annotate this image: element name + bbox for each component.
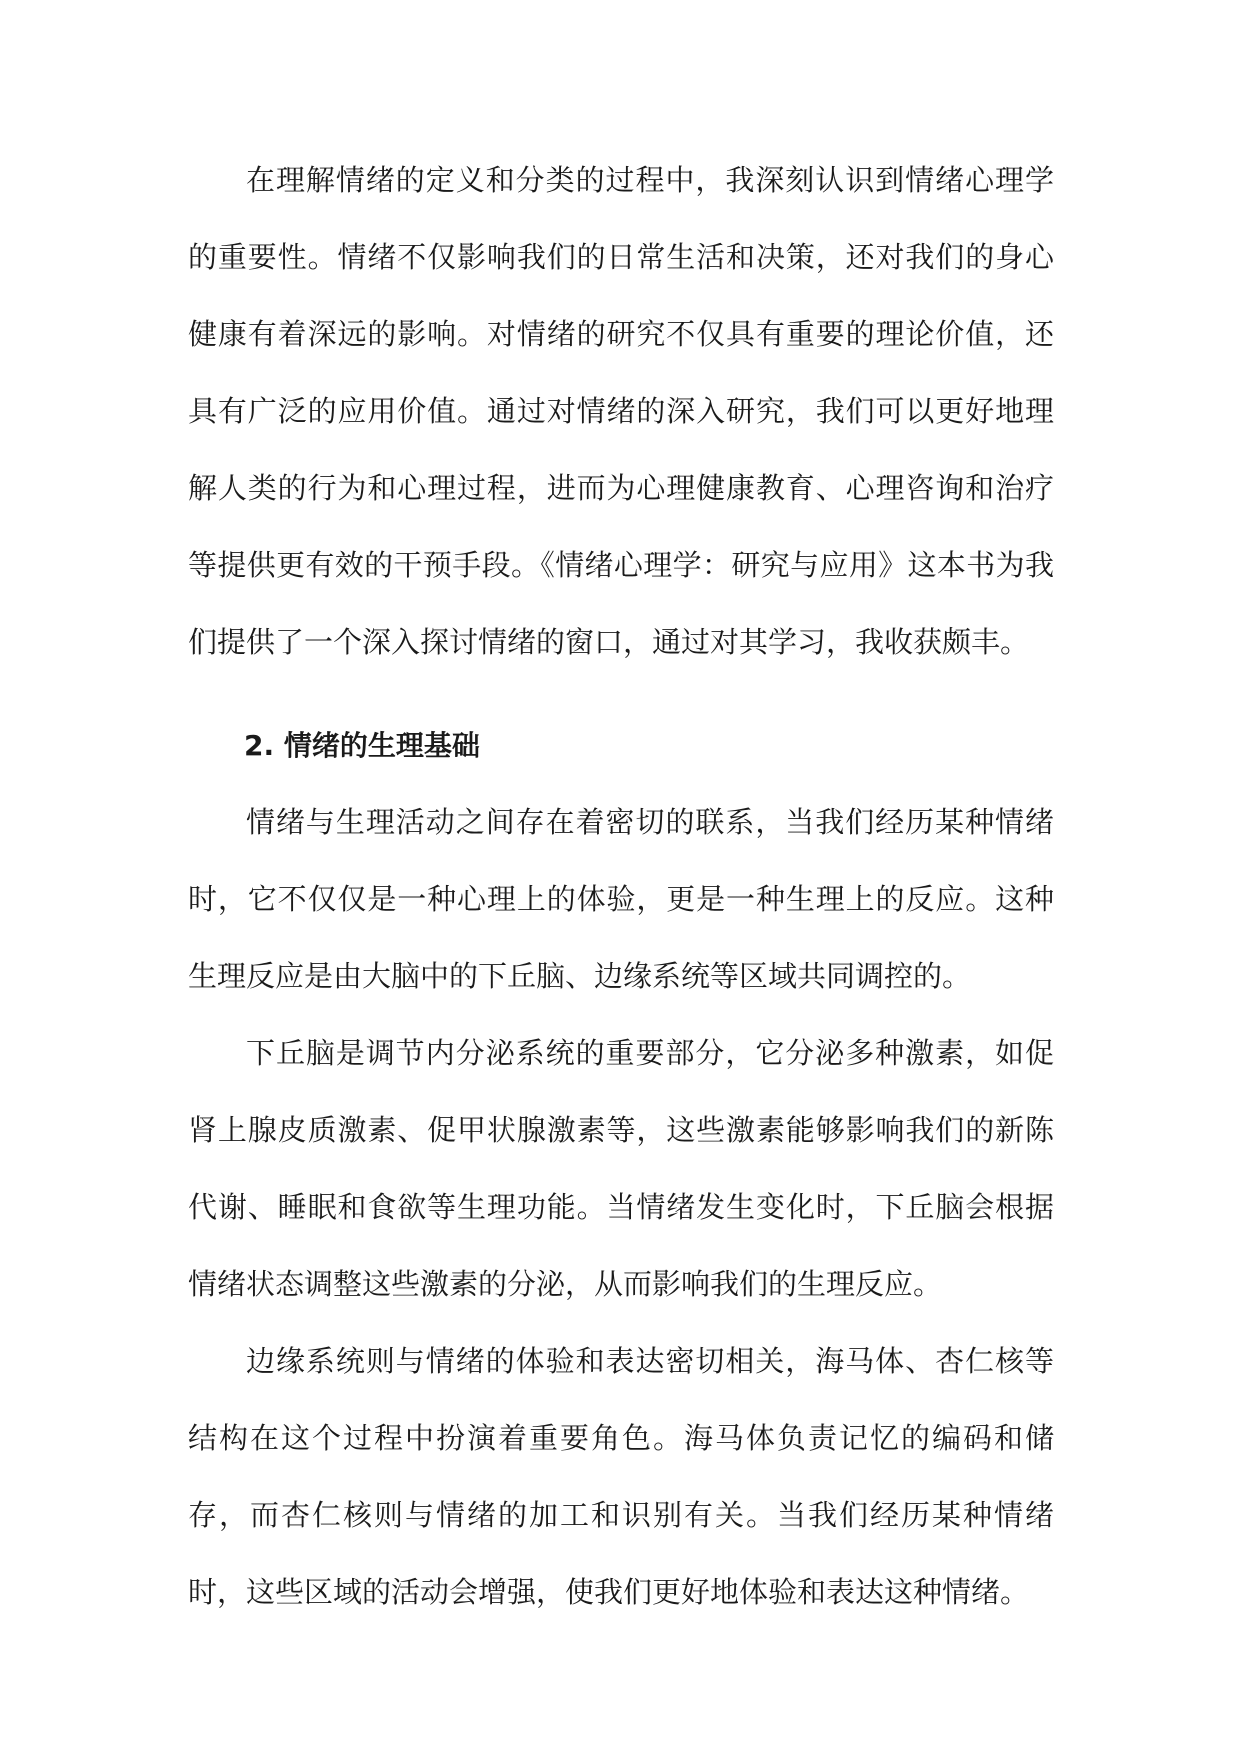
paragraph-physiology-overview: 情绪与生理活动之间存在着密切的联系，当我们经历某种情绪时，它不仅仅是一种心理上的体验，更是一种生理上的反应。这种生理反应是由大脑中的下丘脑、边缘系统等区域共同调控的。 [188, 805, 1054, 993]
paragraph-limbic-system: 边缘系统则与情绪的体验和表达密切相关，海马体、杏仁核等结构在这个过程中扮演着重要角色。海马体负责记忆的编码和储存，而杏仁核则与情绪的加工和识别有关。当我们经历某种情绪时，这些区域的活动会增强，使我们更好地体验和表达这种情绪。 [188, 1344, 1054, 1609]
paragraph-hypothalamus: 下丘脑是调节内分泌系统的重要部分，它分泌多种激素，如促肾上腺皮质激素、促甲状腺激素等，这些激素能够影响我们的新陈代谢、睡眠和食欲等生理功能。当情绪发生变化时，下丘脑会根据情绪状态调整这些激素的分泌，从而影响我们的生理反应。 [188, 1036, 1054, 1301]
document-body [188, 142, 1054, 1631]
paragraph-intro-conclusion: 在理解情绪的定义和分类的过程中，我深刻认识到情绪心理学的重要性。情绪不仅影响我们的日常生活和决策，还对我们的身心健康有着深远的影响。对情绪的研究不仅具有重要的理论价值，还具有广泛的应用价值。通过对情绪的深入研究，我们可以更好地理解人类的行为和心理过程，进而为心理健康教育、心理咨询和治疗等提供更有效的干预手段。《情绪心理学：研究与应用》这本书为我们提供了一个深入探讨情绪的窗口，通过对其学习，我收获颇丰。 [188, 163, 1054, 659]
section-heading: 2. 情绪的生理基础 [244, 729, 480, 762]
